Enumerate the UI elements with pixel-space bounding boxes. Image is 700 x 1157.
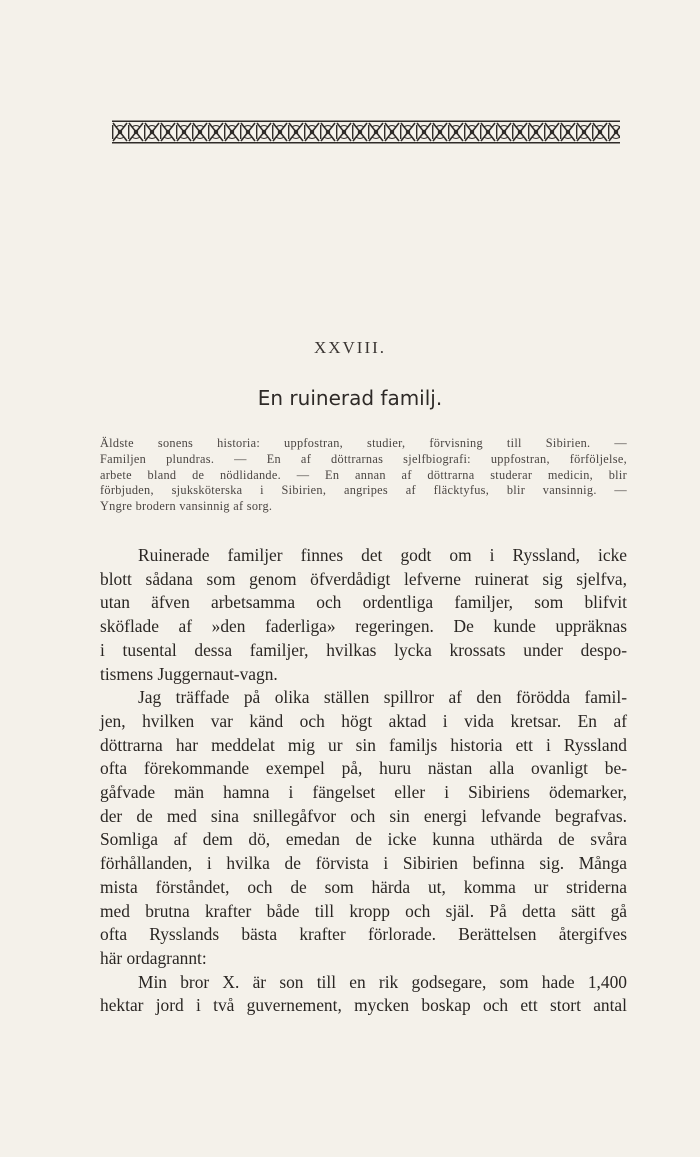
- text-line: med brutna krafter både till kropp och själ. På detta sätt gå: [100, 900, 627, 921]
- text-line: ofta Rysslands bästa krafter förlorade. Berättelsen återgifves: [100, 924, 627, 945]
- summary-line: Familjen plundras. — En af döttrarnas sjelfbiografi: uppfostran, förföljelse,: [100, 451, 627, 466]
- summary-line: arbete bland de nödlidande. — En annan af döttrarna studerar medicin, blir: [100, 467, 627, 482]
- text-line: utan äfven arbetsamma och ordentliga familjer, som blifvit: [100, 592, 627, 613]
- text-line: hektar jord i två guvernement, mycken boskap och ett stort antal: [100, 995, 627, 1016]
- summary-line: Yngre brodern vansinnig af sorg.: [100, 499, 273, 514]
- text-line: Jag träffade på olika ställen spillror af den förödda famil-: [138, 687, 627, 708]
- text-line: ofta förekommande exempel på, huru nästan alla ovanligt be-: [100, 758, 627, 779]
- text-line: tismens Juggernaut-vagn.: [100, 663, 278, 684]
- text-line: sköflade af »den faderliga» regeringen. De kunde uppräknas: [100, 616, 627, 637]
- chapter-summary: [100, 436, 627, 515]
- text-line: gåfvade män hamna i fängelset eller i Sibiriens ödemarker,: [100, 782, 627, 803]
- text-line: Ruinerade familjer finnes det godt om i Ryssland, icke: [138, 545, 627, 565]
- chapter-number: XXVIII.: [313, 338, 387, 357]
- chapter-title: En ruinerad familj.: [257, 386, 443, 410]
- text-line: förhållanden, i hvilka de förvista i Sibirien befinna sig. Många: [100, 853, 627, 874]
- summary-line: förbjuden, sjuksköterska i Sibirien, angripes af fläcktyfus, blir vansinnig. —: [100, 483, 627, 498]
- text-line: blott sådana som genom öfverdådigt lefverne ruinerat sig sjelfva,: [100, 568, 627, 589]
- text-line: i tusental dessa familjer, hvilkas lycka krossats under despo-: [100, 639, 627, 660]
- text-line: här ordagrannt:: [100, 947, 207, 968]
- text-line: Min bror X. är son till en rik godsegare, som hade 1,400: [138, 971, 627, 992]
- text-line: döttrarna har meddelat mig ur sin familjs historia ett i Ryssland: [100, 734, 627, 755]
- summary-line: Äldste sonens historia: uppfostran, studier, förvisning till Sibirien. —: [100, 436, 627, 450]
- ornamental-header-band: [112, 120, 620, 144]
- text-line: Somliga af dem dö, emedan de icke kunna uthärda de svåra: [100, 829, 627, 850]
- text-line: der de med sina snillegåfvor och sin energi lefvande begrafvas.: [100, 805, 627, 826]
- body-text: [100, 544, 627, 1018]
- text-line: mista förståndet, och de som härda ut, komma ur striderna: [100, 876, 627, 897]
- text-line: jen, hvilken var känd och högt aktad i vida kretsar. En af: [100, 710, 627, 731]
